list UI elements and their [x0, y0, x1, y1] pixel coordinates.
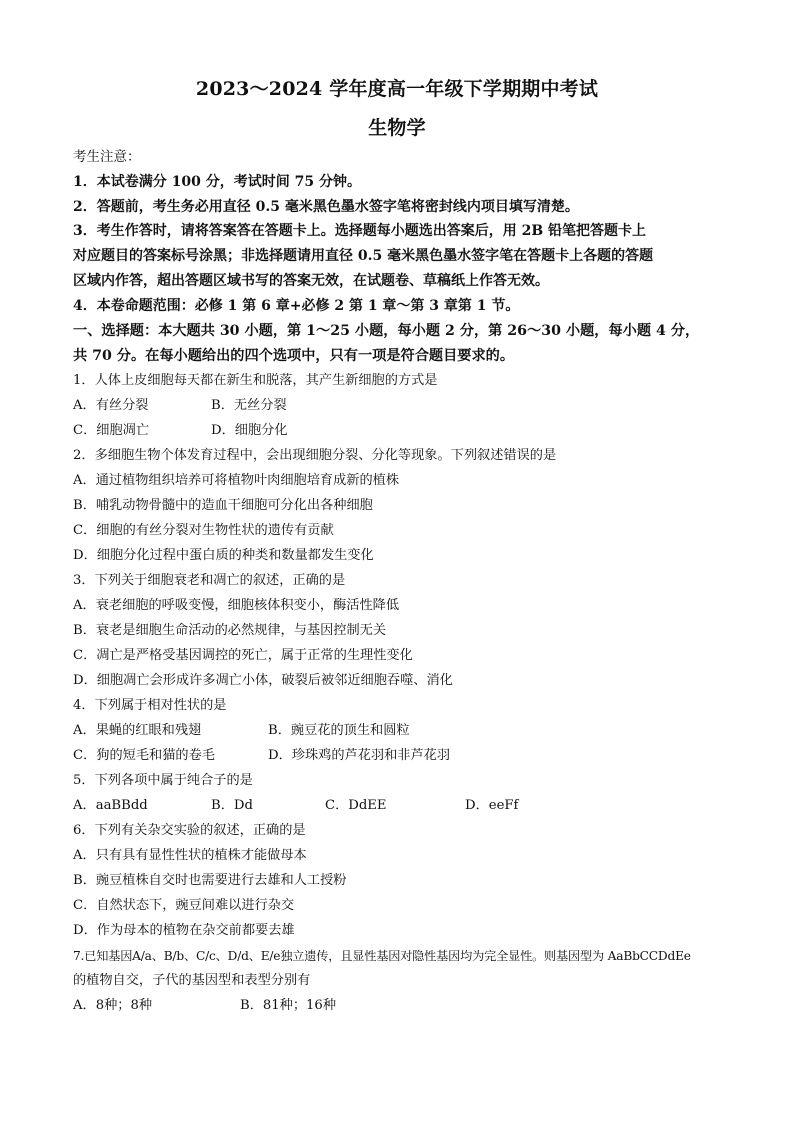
option-c: C．细胞凋亡 — [73, 423, 150, 438]
question-stem: 5．下列各项中属于纯合子的是 — [73, 773, 253, 788]
option-b: B．Dd — [211, 798, 253, 813]
notice-item: 1．本试卷满分 100 分，考试时间 75 分钟。 — [73, 174, 361, 190]
option-b: B．衰老是细胞生命活动的必然规律，与基因控制无关 — [73, 623, 387, 638]
question-stem-cont: 的植物自交，子代的基因型和表型分别有 — [73, 973, 311, 988]
option-b: B．无丝分裂 — [211, 398, 287, 413]
option-a: A．8种；8种 — [73, 998, 153, 1013]
option-c: C．狗的短毛和猫的卷毛 — [73, 748, 215, 763]
option-c: C．凋亡是严格受基因调控的死亡，属于正常的生理性变化 — [73, 648, 413, 663]
option-a: A．只有具有显性性状的植株才能做母本 — [73, 848, 307, 863]
notice-item: 2．答题前，考生务必用直径 0.5 毫米黑色墨水签字笔将密封线内项目填写清楚。 — [73, 199, 579, 215]
option-a: A．衰老细胞的呼吸变慢，细胞核体积变小，酶活性降低 — [73, 598, 400, 613]
option-b: B．豌豆花的顶生和圆粒 — [268, 723, 410, 738]
question-stem: 2．多细胞生物个体发育过程中，会出现细胞分裂、分化等现象。下列叙述错误的是 — [73, 448, 557, 463]
option-b: B．81种；16种 — [240, 998, 337, 1013]
option-c: C．DdEE — [325, 798, 387, 813]
option-d: D．细胞分化过程中蛋白质的种类和数量都发生变化 — [73, 548, 374, 563]
question-stem: 3．下列关于细胞衰老和凋亡的叙述，正确的是 — [73, 573, 346, 588]
option-a: A．aaBBdd — [73, 798, 148, 813]
exam-title: 2023～2024 学年度高一年级下学期期中考试 — [195, 78, 599, 100]
option-a: A．通过植物组织培养可将植物叶肉细胞培育成新的植株 — [73, 473, 400, 488]
option-a: A．有丝分裂 — [73, 398, 149, 413]
question-stem: 4．下列属于相对性状的是 — [73, 698, 227, 713]
exam-subject: 生物学 — [368, 117, 426, 139]
option-b: B．哺乳动物骨髓中的造血干细胞可分化出各种细胞 — [73, 498, 373, 513]
notice-item: 3．考生作答时，请将答案答在答题卡上。选择题每小题选出答案后，用 2B 铅笔把答题卡上 — [73, 223, 647, 239]
notice-item: 区域内作答，超出答题区域书写的答案无效，在试题卷、草稿纸上作答无效。 — [73, 273, 549, 289]
option-c: C．细胞的有丝分裂对生物性状的遗传有贡献 — [73, 523, 334, 538]
notice-item: 对应题目的答案标号涂黑；非选择题请用直径 0.5 毫米黑色墨水签字笔在答题卡上各题的答题 — [73, 248, 654, 264]
question-stem: 7.已知基因A/a、B/b、C/c、D/d、E/e独立遗传，且显性基因对隐性基因均为完全显性。则基因型为 AaBbCCDdEe — [73, 949, 691, 963]
question-stem: 6．下列有关杂交实验的叙述，正确的是 — [73, 823, 306, 838]
section-heading: 一、选择题：本大题共 30 小题，第 1～25 小题，每小题 2 分，第 26～30 小题，每小题 4 分， — [73, 323, 700, 339]
option-d: D．eeFf — [465, 798, 519, 813]
option-d: D．珍珠鸡的芦花羽和非芦花羽 — [268, 748, 451, 763]
notice-heading: 考生注意： — [73, 149, 141, 165]
question-stem: 1．人体上皮细胞每天都在新生和脱落，其产生新细胞的方式是 — [73, 373, 438, 388]
option-a: A．果蝇的红眼和残翅 — [73, 723, 202, 738]
option-d: D．细胞凋亡会形成许多凋亡小体，破裂后被邻近细胞吞噬、消化 — [73, 673, 453, 688]
notice-item: 4．本卷命题范围：必修 1 第 6 章+必修 2 第 1 章～第 3 章第 1 节。 — [73, 298, 520, 314]
option-d: D．作为母本的植物在杂交前都要去雄 — [73, 923, 295, 938]
section-heading-cont: 共 70 分。在每小题给出的四个选项中，只有一项是符合题目要求的。 — [73, 348, 515, 364]
option-b: B．豌豆植株自交时也需要进行去雄和人工授粉 — [73, 873, 347, 888]
option-c: C．自然状态下，豌豆间难以进行杂交 — [73, 898, 295, 913]
option-d: D．细胞分化 — [211, 423, 288, 438]
